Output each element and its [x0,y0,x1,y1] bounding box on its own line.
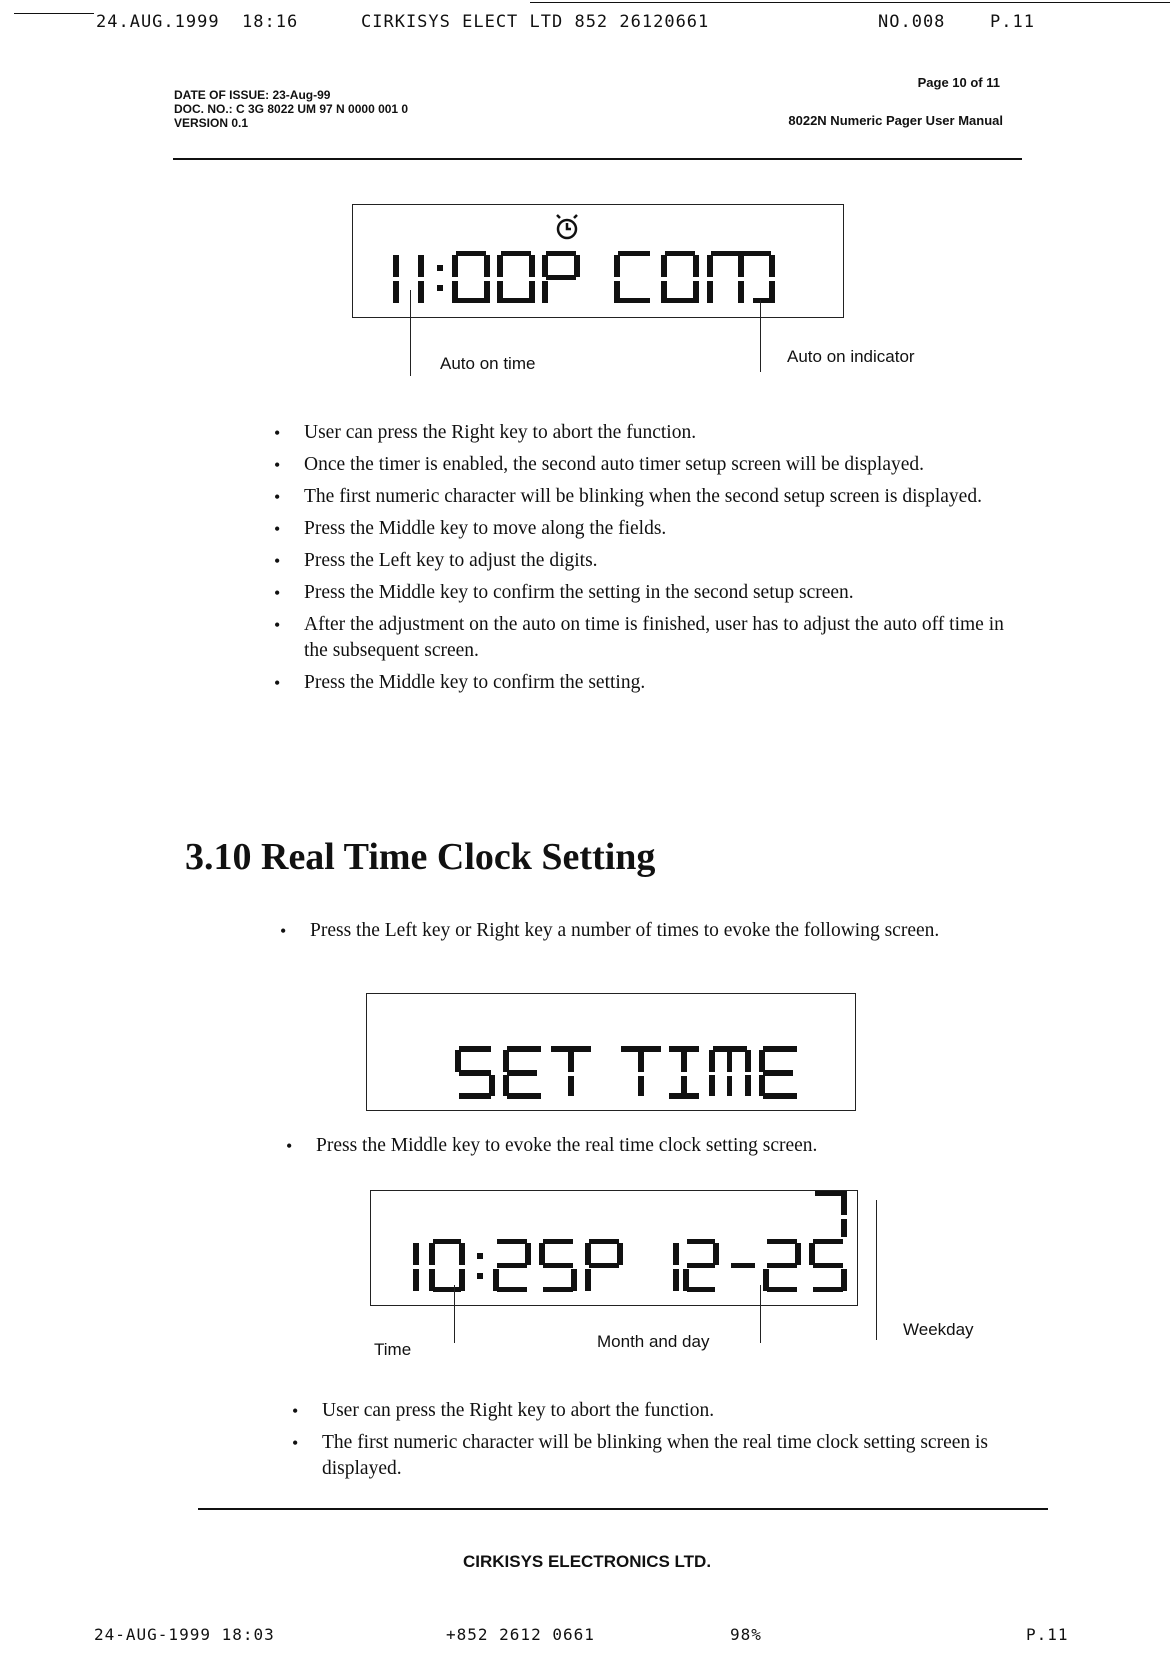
callout-line-auto-on-time [410,290,411,376]
doc-number: DOC. NO.: C 3G 8022 UM 97 N 0000 001 0 [174,102,409,116]
fax-sender: CIRKISYS ELECT LTD 852 26120661 [361,12,710,32]
fax-footer-phone: +852 2612 0661 [446,1625,595,1644]
list-item: • Press the Middle key to confirm the setting. [271,670,1031,696]
middle-key-instruction [283,1133,1043,1165]
lcd-auto-timer [352,204,844,318]
list-item: • Once the timer is enabled, the second auto timer setup screen will be displayed. [271,452,1031,478]
section-number: 3.10 [185,836,252,878]
lcd-set-time-digits [455,1046,797,1099]
doc-version: VERSION 0.1 [174,116,249,130]
fax-footer-datetime: 24-AUG-1999 18:03 [94,1625,275,1644]
date-of-issue: DATE OF ISSUE: 23-Aug-99 [174,88,331,102]
alarm-clock-icon [557,215,577,238]
list-item: • The first numeric character will be blinking when the second setup screen is displayed. [271,484,1031,510]
list-item: • Press the Left key to adjust the digits. [271,548,1031,574]
fax-header-rule-right [530,2,1170,3]
lcd-auto-timer-glyphs [353,205,843,317]
evoke-instruction [277,918,1037,950]
lcd-clock-setting-glyphs [371,1191,857,1305]
section-heading [185,835,655,879]
list-item: • Press the Middle key to move along the fields. [271,516,1031,542]
clock-setting-instructions [289,1398,1049,1488]
list-item: • User can press the Right key to abort the function. [289,1398,1049,1424]
page-label: Page 10 of 11 [917,75,1000,90]
fax-date: 24.AUG.1999 [96,12,220,32]
header-rule [173,158,1022,160]
callout-line-weekday [876,1200,877,1340]
manual-title: 8022N Numeric Pager User Manual [788,113,1003,128]
lcd-clock-setting-digits [413,1191,847,1292]
section-title: Real Time Clock Setting [261,836,656,878]
fax-number: NO.008 [878,12,946,32]
lcd-clock-setting [370,1190,858,1306]
callout-line-time [454,1285,455,1343]
callout-line-month-day [760,1285,761,1343]
list-item: • Press the Left key or Right key a number of times to evoke the following screen. [277,918,1037,944]
list-item: • After the adjustment on the auto on time is finished, user has to adjust the auto off time in the subsequent screen. [271,612,1031,664]
lcd-set-time [366,993,856,1111]
list-item: • Press the Middle key to confirm the setting in the second setup screen. [271,580,1031,606]
footer-rule [198,1508,1048,1510]
list-item: • The first numeric character will be blinking when the real time clock setting screen is displayed. [289,1430,1049,1482]
auto-timer-instructions [271,420,1031,702]
callout-weekday: Weekday [903,1320,974,1339]
fax-page: P.11 [990,12,1035,32]
lcd-set-time-glyphs [367,994,855,1110]
doc-meta [174,88,408,130]
fax-header-rule [14,13,94,14]
lcd-auto-timer-digits [393,251,775,303]
list-item: • Press the Middle key to evoke the real time clock setting screen. [283,1133,1043,1159]
callout-line-auto-on-indicator [760,300,761,372]
list-item: • User can press the Right key to abort the function. [271,420,1031,446]
callout-auto-on-indicator: Auto on indicator [787,347,915,366]
callout-auto-on-time: Auto on time [440,354,536,373]
fax-footer-percent: 98% [730,1625,762,1644]
fax-time: 18:16 [242,12,299,32]
callout-month-and-day: Month and day [597,1332,710,1351]
callout-time: Time [374,1340,412,1359]
footer-company: CIRKISYS ELECTRONICS LTD. [462,1552,712,1571]
fax-footer-page: P.11 [1026,1625,1069,1644]
